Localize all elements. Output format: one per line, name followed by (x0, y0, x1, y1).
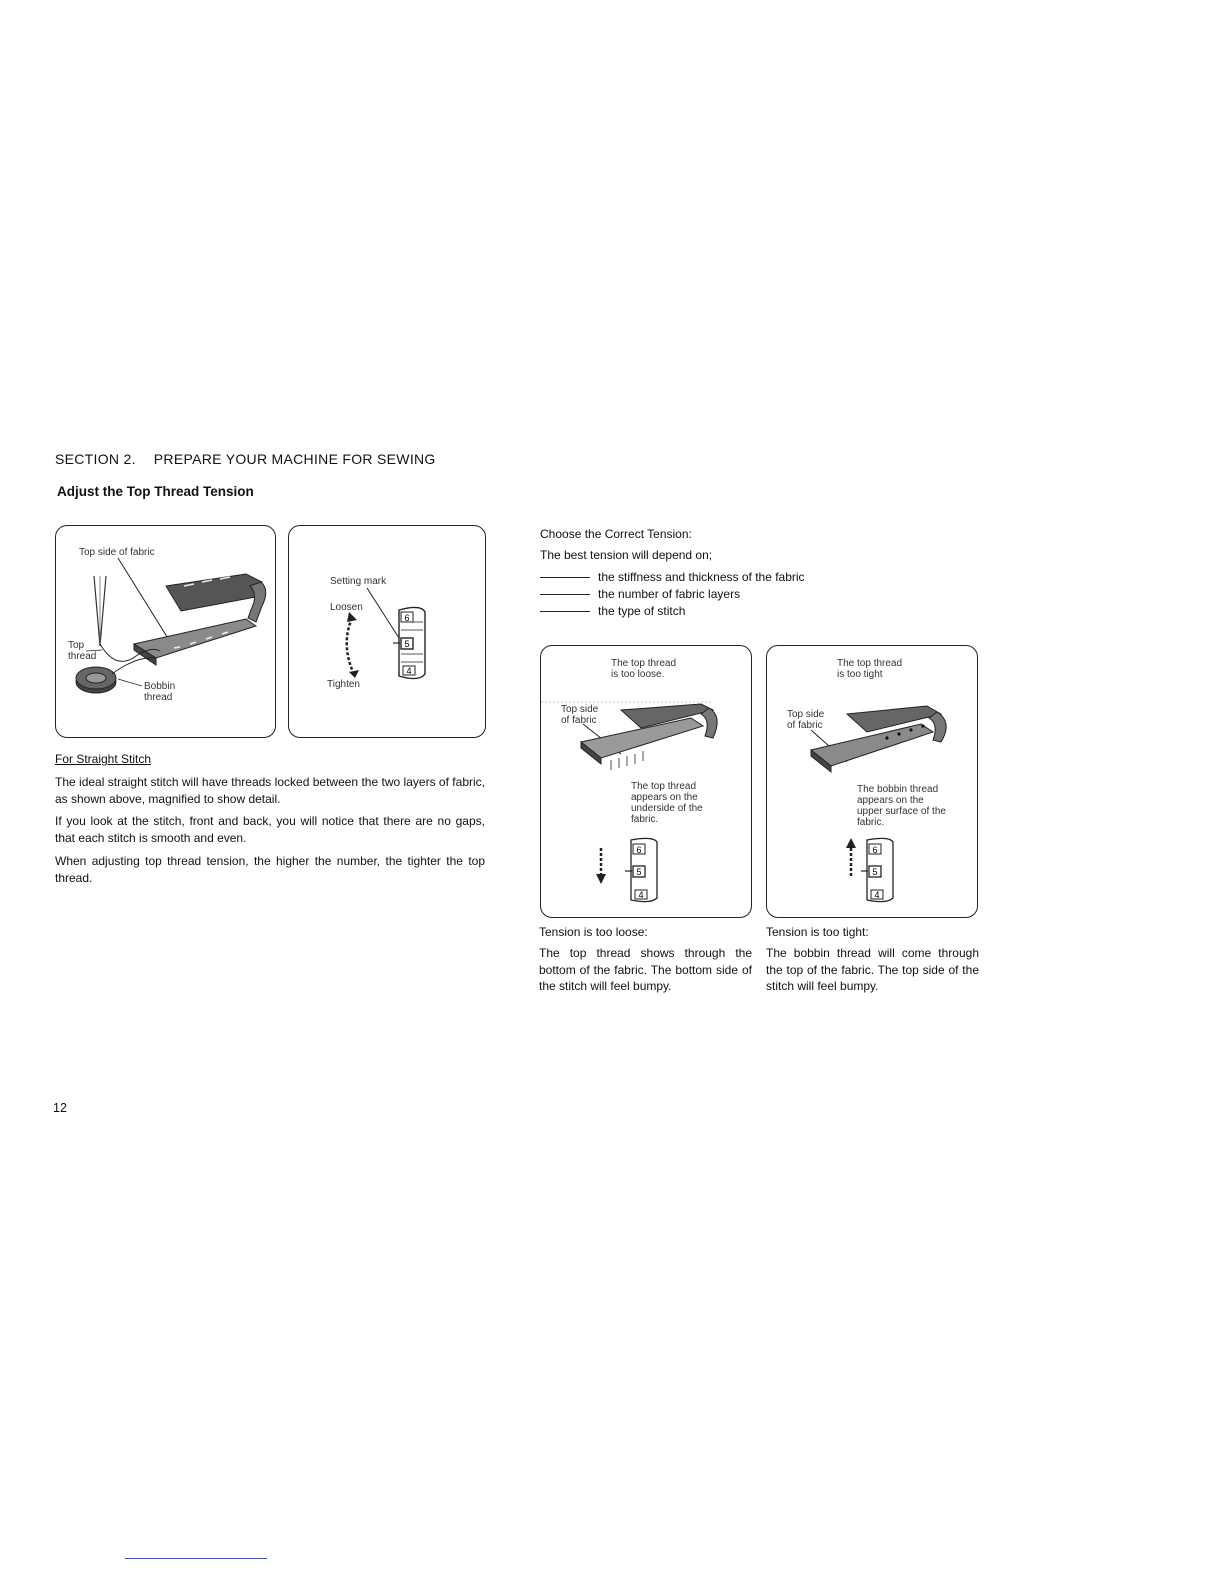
loose-figure-title: The top thread is too loose. (611, 658, 677, 680)
list-item: the stiffness and thickness of the fabric (540, 569, 805, 586)
straight-stitch-heading: For Straight Stitch (55, 752, 152, 766)
figure-dial-box (288, 525, 486, 738)
loose-stitch-illustration (541, 646, 753, 919)
tight-caption-text: The bobbin thread will come through the top of the fabric. The top side of the stitch will feel bumpy. (766, 946, 979, 993)
loose-caption-text: The top thread shows through the bottom of the fabric. The bottom side of the stitch will feel bumpy. (539, 946, 752, 993)
figure-stitch-box (55, 525, 276, 738)
list-item: the number of fabric layers (540, 586, 805, 603)
top-thread-label: Top thread (68, 640, 97, 662)
tight-note: The bobbin thread appears on the upper surface of the fabric. (857, 784, 946, 828)
tight-dial-number-4: 4 (874, 890, 880, 900)
loose-dial-number-5: 5 (636, 867, 642, 877)
choose-tension-intro: The best tension will depend on; (540, 548, 713, 562)
section-title: PREPARE YOUR MACHINE FOR SEWING (153, 451, 436, 467)
section-heading (55, 451, 436, 467)
loose-dial-number-6: 6 (636, 845, 642, 855)
setting-mark-label: Setting mark (330, 576, 387, 587)
dial-number-5: 5 (404, 639, 410, 649)
stitch-illustration (56, 526, 277, 739)
dial-number-4: 4 (406, 666, 412, 676)
top-side-of-fabric-label: Top side of fabric (79, 547, 155, 558)
figure-loose-box (540, 645, 752, 918)
figure-tight-box (766, 645, 978, 918)
tighten-label: Tighten (327, 679, 360, 690)
choose-tension-heading: Choose the Correct Tension: (540, 527, 692, 541)
tight-stitch-illustration (767, 646, 979, 919)
section-label: SECTION 2. (55, 451, 136, 467)
straight-stitch-paragraph-1: The ideal straight stitch will have threads locked between the two layers of fabric, as shown above, magnified to show detail. (55, 775, 485, 806)
tight-top-side-label: Top side of fabric (787, 709, 825, 731)
tension-factor-list (540, 569, 805, 620)
list-item: the type of stitch (540, 603, 805, 620)
tight-dial-number-6: 6 (872, 845, 878, 855)
straight-stitch-paragraph-3: When adjusting top thread tension, the higher the number, the tighter the top thread. (55, 854, 485, 885)
footer-rule (125, 1558, 267, 1559)
page-number: 12 (53, 1101, 67, 1115)
bobbin-thread-label: Bobbin thread (144, 681, 176, 703)
loose-dial-number-4: 4 (638, 890, 644, 900)
tight-figure-title: The top thread is too tight (837, 658, 903, 680)
tension-dial-illustration (289, 526, 487, 739)
loose-note: The top thread appears on the underside of the fabric. (631, 781, 703, 825)
loosen-label: Loosen (330, 602, 363, 613)
straight-stitch-paragraph-2: If you look at the stitch, front and back, you will notice that there are no gaps, that each stitch is smooth and even. (55, 814, 485, 845)
tight-dial-number-5: 5 (872, 867, 878, 877)
dial-number-6: 6 (404, 613, 410, 623)
page-subtitle: Adjust the Top Thread Tension (57, 484, 254, 499)
loose-caption-heading: Tension is too loose: (539, 925, 648, 939)
loose-top-side-label: Top side of fabric (561, 704, 599, 726)
tight-caption-heading: Tension is too tight: (766, 925, 869, 939)
